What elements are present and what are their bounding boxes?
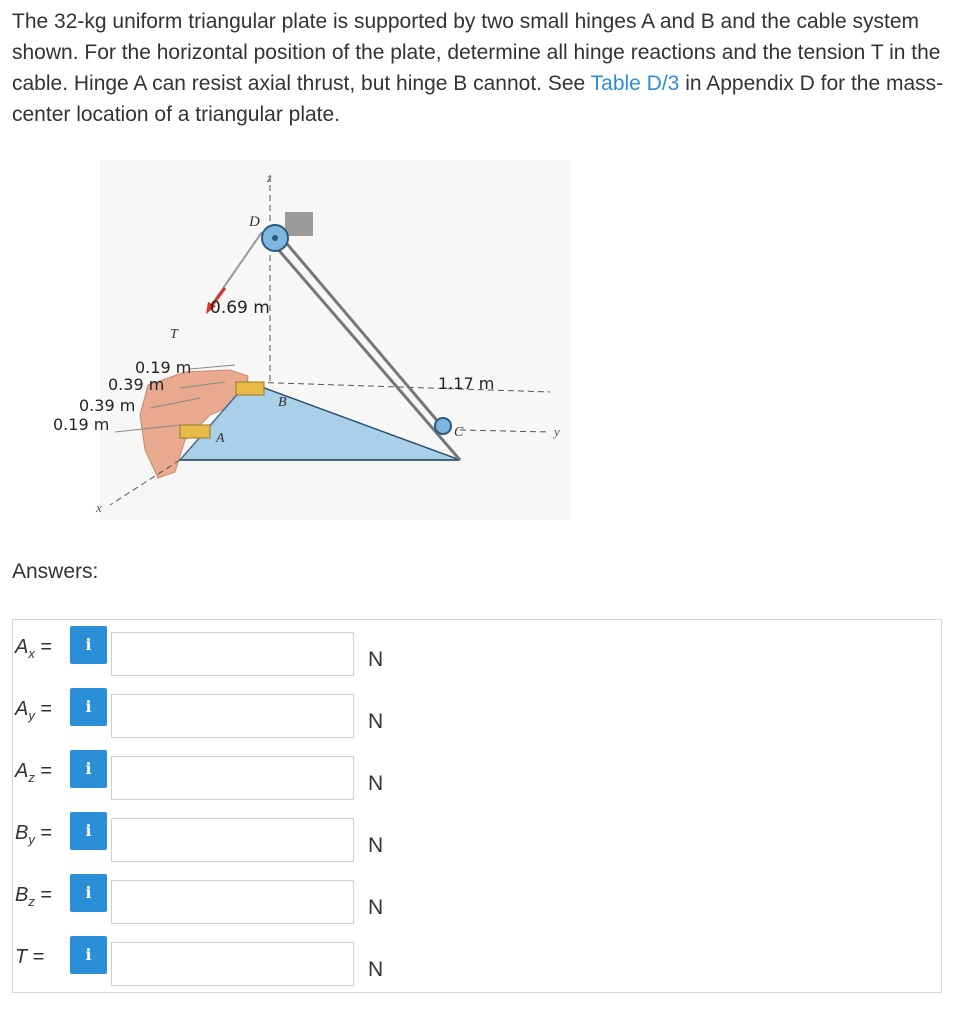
- ax-input[interactable]: [111, 632, 354, 676]
- unit-label: N: [368, 772, 384, 795]
- info-icon[interactable]: i: [70, 812, 107, 850]
- pulley-hub: [272, 235, 278, 241]
- problem-text-1: The 32-kg uniform triangular plate is supported by two small hinges A and B and the cable system shown. For the horizontal position of the plate, determine all hinge reactions and the tension T in the cable. Hinge A can resist axial thrust, but hinge B cannot. See: [12, 10, 941, 95]
- unit-label: N: [368, 648, 384, 671]
- problem-text-2: in Appendix D for the mass-center location of a triangular plate.: [12, 72, 944, 126]
- unit-label: N: [368, 834, 384, 857]
- answer-row-ax: [13, 626, 941, 676]
- label-y: y: [554, 424, 560, 439]
- answer-row-az: [13, 750, 941, 800]
- dim-117: 1.17 m: [438, 374, 495, 393]
- info-icon[interactable]: i: [70, 874, 107, 912]
- label-a: A: [216, 431, 225, 446]
- answers-heading: Answers:: [12, 560, 99, 583]
- answer-row-bz: [13, 874, 941, 924]
- answers-panel: [12, 619, 942, 993]
- answer-label: $B_y$ =: [15, 822, 53, 847]
- table-d3-link[interactable]: Table D/3: [590, 72, 680, 95]
- answer-label: $B_z$ =: [15, 884, 53, 909]
- answer-row-t: [13, 936, 941, 986]
- answer-label: $A_z$ =: [15, 760, 53, 785]
- dim-069: 0.69 m: [210, 298, 270, 318]
- by-input[interactable]: [111, 818, 354, 862]
- pulley-c: [435, 418, 451, 434]
- answer-row-ay: [13, 688, 941, 738]
- label-x: x: [96, 500, 102, 515]
- label-t: T: [170, 327, 178, 342]
- pulley-bracket: [285, 212, 313, 236]
- plate-figure: [20, 160, 580, 525]
- bz-input[interactable]: [111, 880, 354, 924]
- problem-statement: [12, 6, 962, 130]
- info-icon[interactable]: i: [70, 936, 107, 974]
- ay-input[interactable]: [111, 694, 354, 738]
- dim-039-bottom: 0.39 m: [79, 396, 136, 415]
- answer-label: T =: [15, 946, 45, 968]
- label-b: B: [278, 395, 287, 410]
- answer-label: $A_y$ =: [15, 698, 53, 723]
- label-z: z: [267, 171, 272, 185]
- answer-label: $A_x$ =: [15, 636, 53, 661]
- unit-label: N: [368, 896, 384, 919]
- az-input[interactable]: [111, 756, 354, 800]
- info-icon[interactable]: i: [70, 688, 107, 726]
- label-d: D: [249, 214, 260, 230]
- answer-row-by: [13, 812, 941, 862]
- hinge-a: [180, 425, 210, 438]
- info-icon[interactable]: i: [70, 626, 107, 664]
- label-c: C: [454, 425, 464, 440]
- t-input[interactable]: [111, 942, 354, 986]
- info-icon[interactable]: i: [70, 750, 107, 788]
- dim-019-bottom: 0.19 m: [53, 415, 110, 434]
- dim-019-top: 0.19 m: [135, 358, 192, 377]
- unit-label: N: [368, 958, 384, 981]
- unit-label: N: [368, 710, 384, 733]
- dim-039-top: 0.39 m: [108, 375, 165, 394]
- hinge-b: [236, 382, 264, 395]
